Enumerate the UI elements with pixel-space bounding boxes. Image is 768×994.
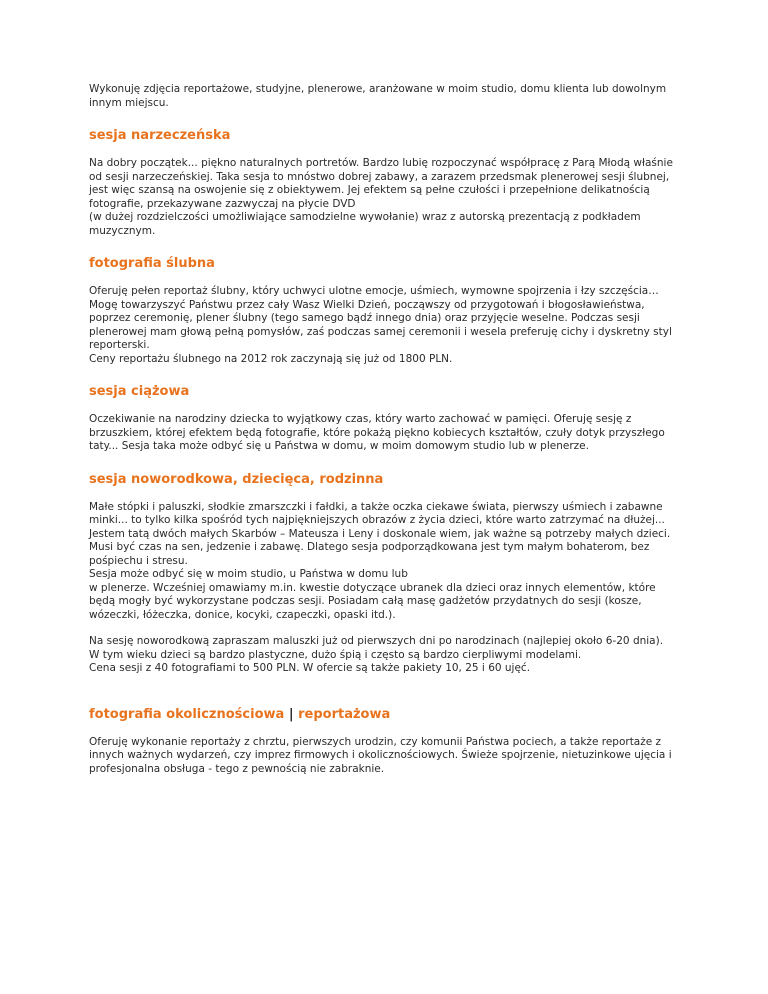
heading-sesja-noworodkowa: sesja noworodkowa, dziecięca, rodzinna (89, 471, 384, 487)
paragraph-sesja-noworodkowa-2: Na sesję noworodkową zapraszam maluszki już od pierwszych dni po narodzinach (najlepiej około 6-20 dnia). W tym wieku dzieci są bardzo plastyczne, dużo śpią i często są bardzo cierpliwymi modelami. Cena sesji z 40 fotografiami to 500 PLN. W ofercie są także pakiety 10, 25 i 60 ujęć. (89, 635, 664, 674)
intro-text: Wykonuję zdjęcia reportażowe, studyjne, plenerowe, aranżowane w moim studio, domu klienta lub dowolnym innym miejscu. (89, 83, 667, 109)
paragraph-sesja-noworodkowa-1: Małe stópki i paluszki, słodkie zmarszczki i fałdki, a także oczka ciekawe świata, pierwszy uśmiech i zabawne minki... to tylko kilka spośród tych najpiękniejszych obrazów z życia dzieci, które warto zatrzymać na dłużej... Jestem tatą dwóch małych Skarbów – Mateusza i Leny i doskonale wiem, jak ważne są potrzeby małych dzieci. Musi być czas na sen, jedzenie i zabawę. Dlatego sesja podporządkowana jest tym małym bohaterom, bez pośpiechu i stresu. Sesja może odbyć się w moim studio, u Państwa w domu lub w plenerze. Wcześniej omawiamy m.in. kwestie dotyczące ubranek dla dzieci oraz innych elementów, które będą mogły być wykorzystane podczas sesji. Posiadam całą masę gadżetów przydatnych do sesji (kosze, wózeczki, łóżeczka, donice, kocyki, czapeczki, opaski itd.). (89, 500, 671, 621)
heading-fotografia-slubna: fotografia ślubna (89, 256, 215, 271)
heading-right-label: reportażowa (298, 706, 391, 722)
heading-left-label: fotografia okolicznościowa (89, 706, 285, 722)
heading-fotografia-okolicznosciowa (89, 707, 689, 723)
document-page (89, 83, 689, 776)
heading-sesja-narzeczenska: sesja narzeczeńska (89, 128, 231, 143)
paragraph-fotografia-okolicznosciowa: Oferuję wykonanie reportaży z chrztu, pierwszych urodzin, czy komunii Państwa pociech, a także reportaże z innych ważnych wydarzeń, czy imprez firmowych i okolicznościowych. Świeże spojrzenie, nietuzinkowe ujęcia i profesjonalna obsługa - tego z pewnością nie zabraknie. (89, 735, 672, 775)
paragraph-sesja-ciazowa: Oczekiwanie na narodziny dziecka to wyjątkowy czas, który warto zachować w pamięci. Oferuję sesję z brzuszkiem, której efektem będą fotografie, które pokażą piękno kobiecych kształtów, czuły dotyk przyszłego taty... Sesja taka może odbyć się u Państwa w domu, w moim domowym studio lub w plenerze. (89, 413, 665, 452)
paragraph-fotografia-slubna: Oferuję pełen reportaż ślubny, który uchwyci ulotne emocje, uśmiech, wymowne spojrzenia i łzy szczęścia… Mogę towarzyszyć Państwu przez cały Wasz Wielki Dzień, począwszy od przygotowań i błogosławieństwa, poprzez ceremonię, plener ślubny (tego samego bądź innego dnia) oraz przyjęcie weselne. Podczas sesji plenerowej mam głową pełną pomysłów, zaś podczas samej ceremonii i wesela preferuję cichy i dyskretny styl reporterski. Ceny reportażu ślubnego na 2012 rok zaczynają się już od 1800 PLN. (89, 285, 672, 365)
heading-sesja-ciazowa: sesja ciążowa (89, 384, 190, 399)
paragraph-sesja-narzeczenska: Na dobry początek... piękno naturalnych portretów. Bardzo lubię rozpoczynać współpracę z Parą Młodą właśnie od sesji narzeczeńskiej. Taka sesja to mnóstwo dobrej zabawy, a zarazem przedsmak plenerowej sesji ślubnej, jest więc szansą na oswojenie się z obiektywem. Jej efektem są pełne czułości i przepełnione delikatnością fotografie, przekazywane zazwyczaj na płycie DVD (w dużej rozdzielczości umożliwiające samodzielne wywołanie) wraz z autorską prezentacją z podkładem muzycznym. (89, 157, 673, 237)
heading-separator: | (288, 706, 294, 722)
